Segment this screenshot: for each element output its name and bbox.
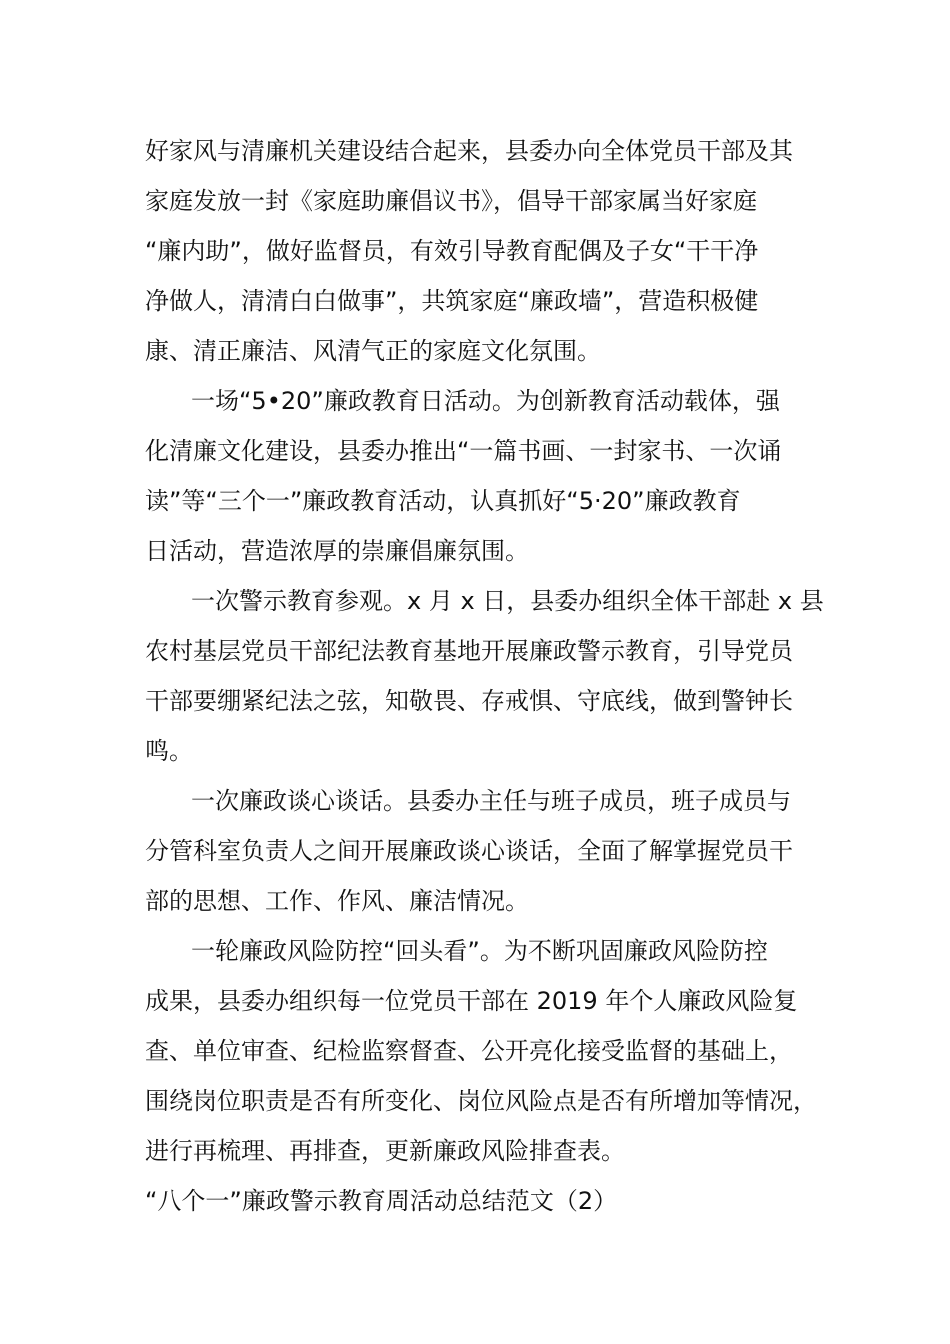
text-line-19: 查、单位审查、纪检监察督查、公开亮化接受监督的基础上， [145,1037,793,1065]
paragraph-heading-warning-visit: 一次警示教育参观。x 月 x 日，县委办组织全体干部赴 x 县 [191,587,824,615]
document-body [145,126,825,1226]
text-line-4: 净做人，清清白白做事”，共筑家庭“廉政墙”，营造积极健 [145,287,759,315]
text-line-15: 分管科室负责人之间开展廉政谈心谈话，全面了解掌握党员干 [145,837,793,865]
text-line-2: 家庭发放一封《家庭助廉倡议书》，倡导干部家属当好家庭 [145,187,757,215]
text-line-3: “廉内助”，做好监督员，有效引导教育配偶及子女“干干净 [145,237,759,265]
section-title: “八个一”廉政警示教育周活动总结范文（2） [145,1187,618,1215]
text-line-12: 干部要绷紧纪法之弦，知敬畏、存戒惧、守底线，做到警钟长 [145,687,793,715]
paragraph-heading-risk-review: 一轮廉政风险防控“回头看”。为不断巩固廉政风险防控 [191,937,768,965]
text-line-1: 好家风与清廉机关建设结合起来，县委办向全体党员干部及其 [145,137,793,165]
text-line-8: 读”等“三个一”廉政教育活动，认真抓好“5·20”廉政教育 [145,487,741,515]
text-line-21: 进行再梳理、再排查，更新廉政风险排查表。 [145,1137,625,1165]
paragraph-heading-heart-talk: 一次廉政谈心谈话。县委办主任与班子成员，班子成员与 [191,787,791,815]
text-line-18: 成果，县委办组织每一位党员干部在 2019 年个人廉政风险复 [145,987,798,1015]
text-line-13: 鸣。 [145,737,193,765]
text-line-11: 农村基层党员干部纪法教育基地开展廉政警示教育，引导党员 [145,637,793,665]
text-line-16: 部的思想、工作、作风、廉洁情况。 [145,887,529,915]
text-line-7: 化清廉文化建设，县委办推出“一篇书画、一封家书、一次诵 [145,437,782,465]
paragraph-heading-520-activity: 一场“5•20”廉政教育日活动。为创新教育活动载体，强 [191,387,780,415]
text-line-5: 康、清正廉洁、风清气正的家庭文化氛围。 [145,337,601,365]
text-line-9: 日活动，营造浓厚的崇廉倡廉氛围。 [145,537,529,565]
text-line-20: 围绕岗位职责是否有所变化、岗位风险点是否有所增加等情况， [145,1087,817,1115]
